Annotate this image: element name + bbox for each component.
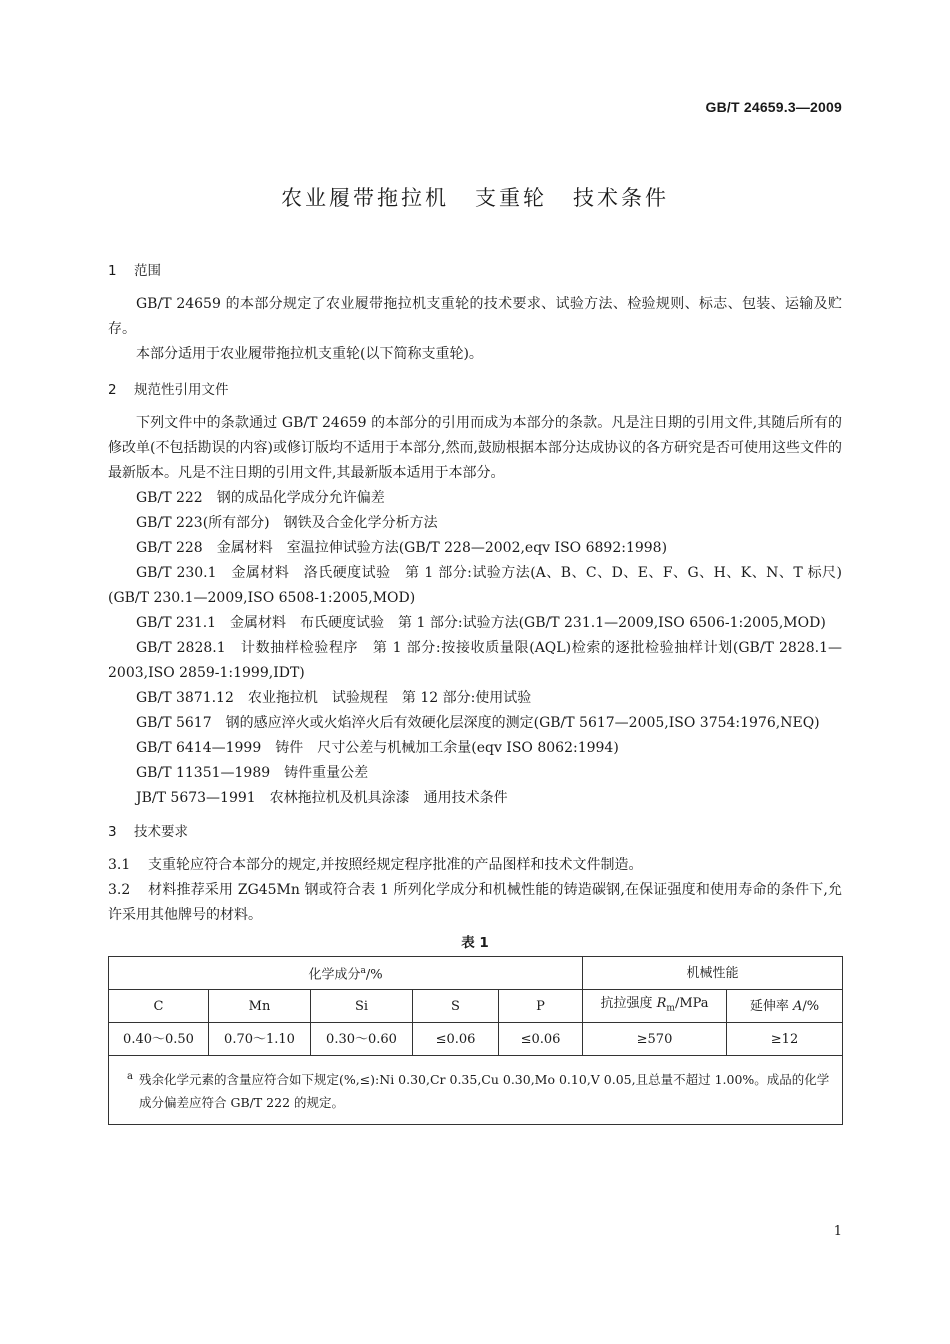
reference-item: GB/T 222 钢的成品化学成分允许偏差 — [136, 490, 385, 506]
elongation-unit: /% — [802, 998, 820, 1014]
table-header-group-row — [109, 957, 843, 990]
reference-item: JB/T 5673—1991 农林拖拉机及机具涂漆 通用技术条件 — [136, 790, 508, 806]
title-part-1: 农业履带拖拉机 — [281, 186, 449, 210]
footnote-mark: a — [127, 1071, 133, 1083]
clause-3-1-number: 3.1 — [108, 857, 131, 873]
table-footnote-row — [109, 1056, 843, 1125]
cell-mn: 0.70～1.10 — [209, 1023, 311, 1056]
header-si: Si — [311, 990, 413, 1023]
cell-tensile-strength: ≥570 — [583, 1023, 727, 1056]
standard-code: GB/T 24659.3—2009 — [705, 99, 842, 115]
table-1 — [108, 956, 843, 1125]
reference-item: GB/T 6414—1999 铸件 尺寸公差与机械加工余量(eqv ISO 8062:1994) — [136, 740, 619, 756]
section-1-paragraph-1: GB/T 24659 的本部分规定了农业履带拖拉机支重轮的技术要求、试验方法、检验规则、标志、包装、运输及贮存。 — [108, 296, 842, 337]
header-elongation — [727, 990, 843, 1023]
clause-3-2 — [108, 878, 842, 928]
header-chemical-label: 化学成分 — [308, 967, 361, 983]
cell-c: 0.40～0.50 — [109, 1023, 209, 1056]
reference-item: GB/T 228 金属材料 室温拉伸试验方法(GB/T 228—2002,eqv ISO 6892:1998) — [136, 540, 668, 556]
elongation-symbol: A — [793, 998, 803, 1014]
reference-item: GB/T 230.1 金属材料 洛氏硬度试验 第 1 部分:试验方法(A、B、C、D、E、F、G、H、K、N、T 标尺)(GB/T 230.1—2009,ISO 6508-1:2005,MOD) — [108, 565, 842, 606]
title-part-3: 技术条件 — [573, 186, 669, 210]
section-1-paragraph-2: 本部分适用于农业履带拖拉机支重轮(以下简称支重轮)。 — [136, 346, 483, 362]
tensile-symbol: R — [656, 995, 667, 1011]
section-2-title: 规范性引用文件 — [134, 382, 229, 398]
table-row — [109, 1023, 843, 1056]
table-footnote — [109, 1056, 843, 1125]
section-3-heading — [108, 819, 842, 845]
tensile-subscript: m — [666, 1003, 675, 1014]
section-1-heading — [108, 258, 842, 284]
section-1-title: 范围 — [134, 263, 161, 279]
cell-p: ≤0.06 — [499, 1023, 583, 1056]
reference-item: GB/T 2828.1 计数抽样检验程序 第 1 部分:按接收质量限(AQL)检索的逐批检验抽样计划(GB/T 2828.1—2003,ISO 2859-1:1999,IDT) — [108, 640, 842, 681]
header-c: C — [109, 990, 209, 1023]
section-1-number: 1 — [108, 263, 117, 279]
header-mechanical-properties: 机械性能 — [583, 957, 843, 990]
header-chemical-unit: /% — [365, 967, 383, 983]
table-header-column-row — [109, 990, 843, 1023]
section-2-heading — [108, 377, 842, 403]
header-p: P — [499, 990, 583, 1023]
section-3-title: 技术要求 — [134, 824, 188, 840]
header-chemical-composition — [109, 957, 583, 990]
header-s: S — [413, 990, 499, 1023]
section-2-number: 2 — [108, 382, 117, 398]
clause-3-1-text: 支重轮应符合本部分的规定,并按照经规定程序批准的产品图样和技术文件制造。 — [148, 857, 643, 873]
tensile-label: 抗拉强度 — [600, 995, 657, 1011]
header-tensile-strength — [583, 990, 727, 1023]
footnote-text: 残余化学元素的含量应符合如下规定(%,≤):Ni 0.30,Cr 0.35,Cu 0.30,Mo 0.10,V 0.05,且总量不超过 1.00%。成品的化学成分偏差应符合 GB/T 222 的规定。 — [138, 1072, 830, 1110]
table-1-caption: 表 1 — [461, 935, 489, 951]
reference-item: GB/T 5617 钢的感应淬火或火焰淬火后有效硬化层深度的测定(GB/T 5617—2005,ISO 3754:1976,NEQ) — [136, 715, 820, 731]
reference-item: GB/T 223(所有部分) 钢铁及合金化学分析方法 — [136, 515, 438, 531]
cell-s: ≤0.06 — [413, 1023, 499, 1056]
title-part-2: 支重轮 — [475, 186, 547, 210]
reference-item: GB/T 231.1 金属材料 布氏硬度试验 第 1 部分:试验方法(GB/T 231.1—2009,ISO 6506-1:2005,MOD) — [136, 615, 826, 631]
clause-3-2-number: 3.2 — [108, 882, 131, 898]
reference-item: GB/T 3871.12 农业拖拉机 试验规程 第 12 部分:使用试验 — [136, 690, 532, 706]
clause-3-1 — [108, 853, 842, 878]
elongation-label: 延伸率 — [749, 998, 794, 1014]
document-body — [108, 258, 842, 1125]
clause-3-2-text: 材料推荐采用 ZG45Mn 钢或符合表 1 所列化学成分和机械性能的铸造碳钢,在保证强度和使用寿命的条件下,允许采用其他牌号的材料。 — [108, 882, 842, 923]
footnote-ref-mark: a — [360, 965, 366, 976]
section-2-intro: 下列文件中的条款通过 GB/T 24659 的本部分的引用而成为本部分的条款。凡是注日期的引用文件,其随后所有的修改单(不包括勘误的内容)或修订版均不适用于本部分,然而,鼓励根据本部分达成协议的各方研究是否可使用这些文件的最新版本。凡是不注日期的引用文件,其最新版本适用于本部分。 — [108, 415, 842, 481]
header-mn: Mn — [209, 990, 311, 1023]
section-3-number: 3 — [108, 824, 117, 840]
cell-elongation: ≥12 — [727, 1023, 843, 1056]
reference-item: GB/T 11351—1989 铸件重量公差 — [136, 765, 369, 781]
tensile-unit: /MPa — [674, 995, 709, 1011]
cell-si: 0.30～0.60 — [311, 1023, 413, 1056]
document-title — [0, 182, 950, 212]
page-number: 1 — [833, 1224, 842, 1239]
